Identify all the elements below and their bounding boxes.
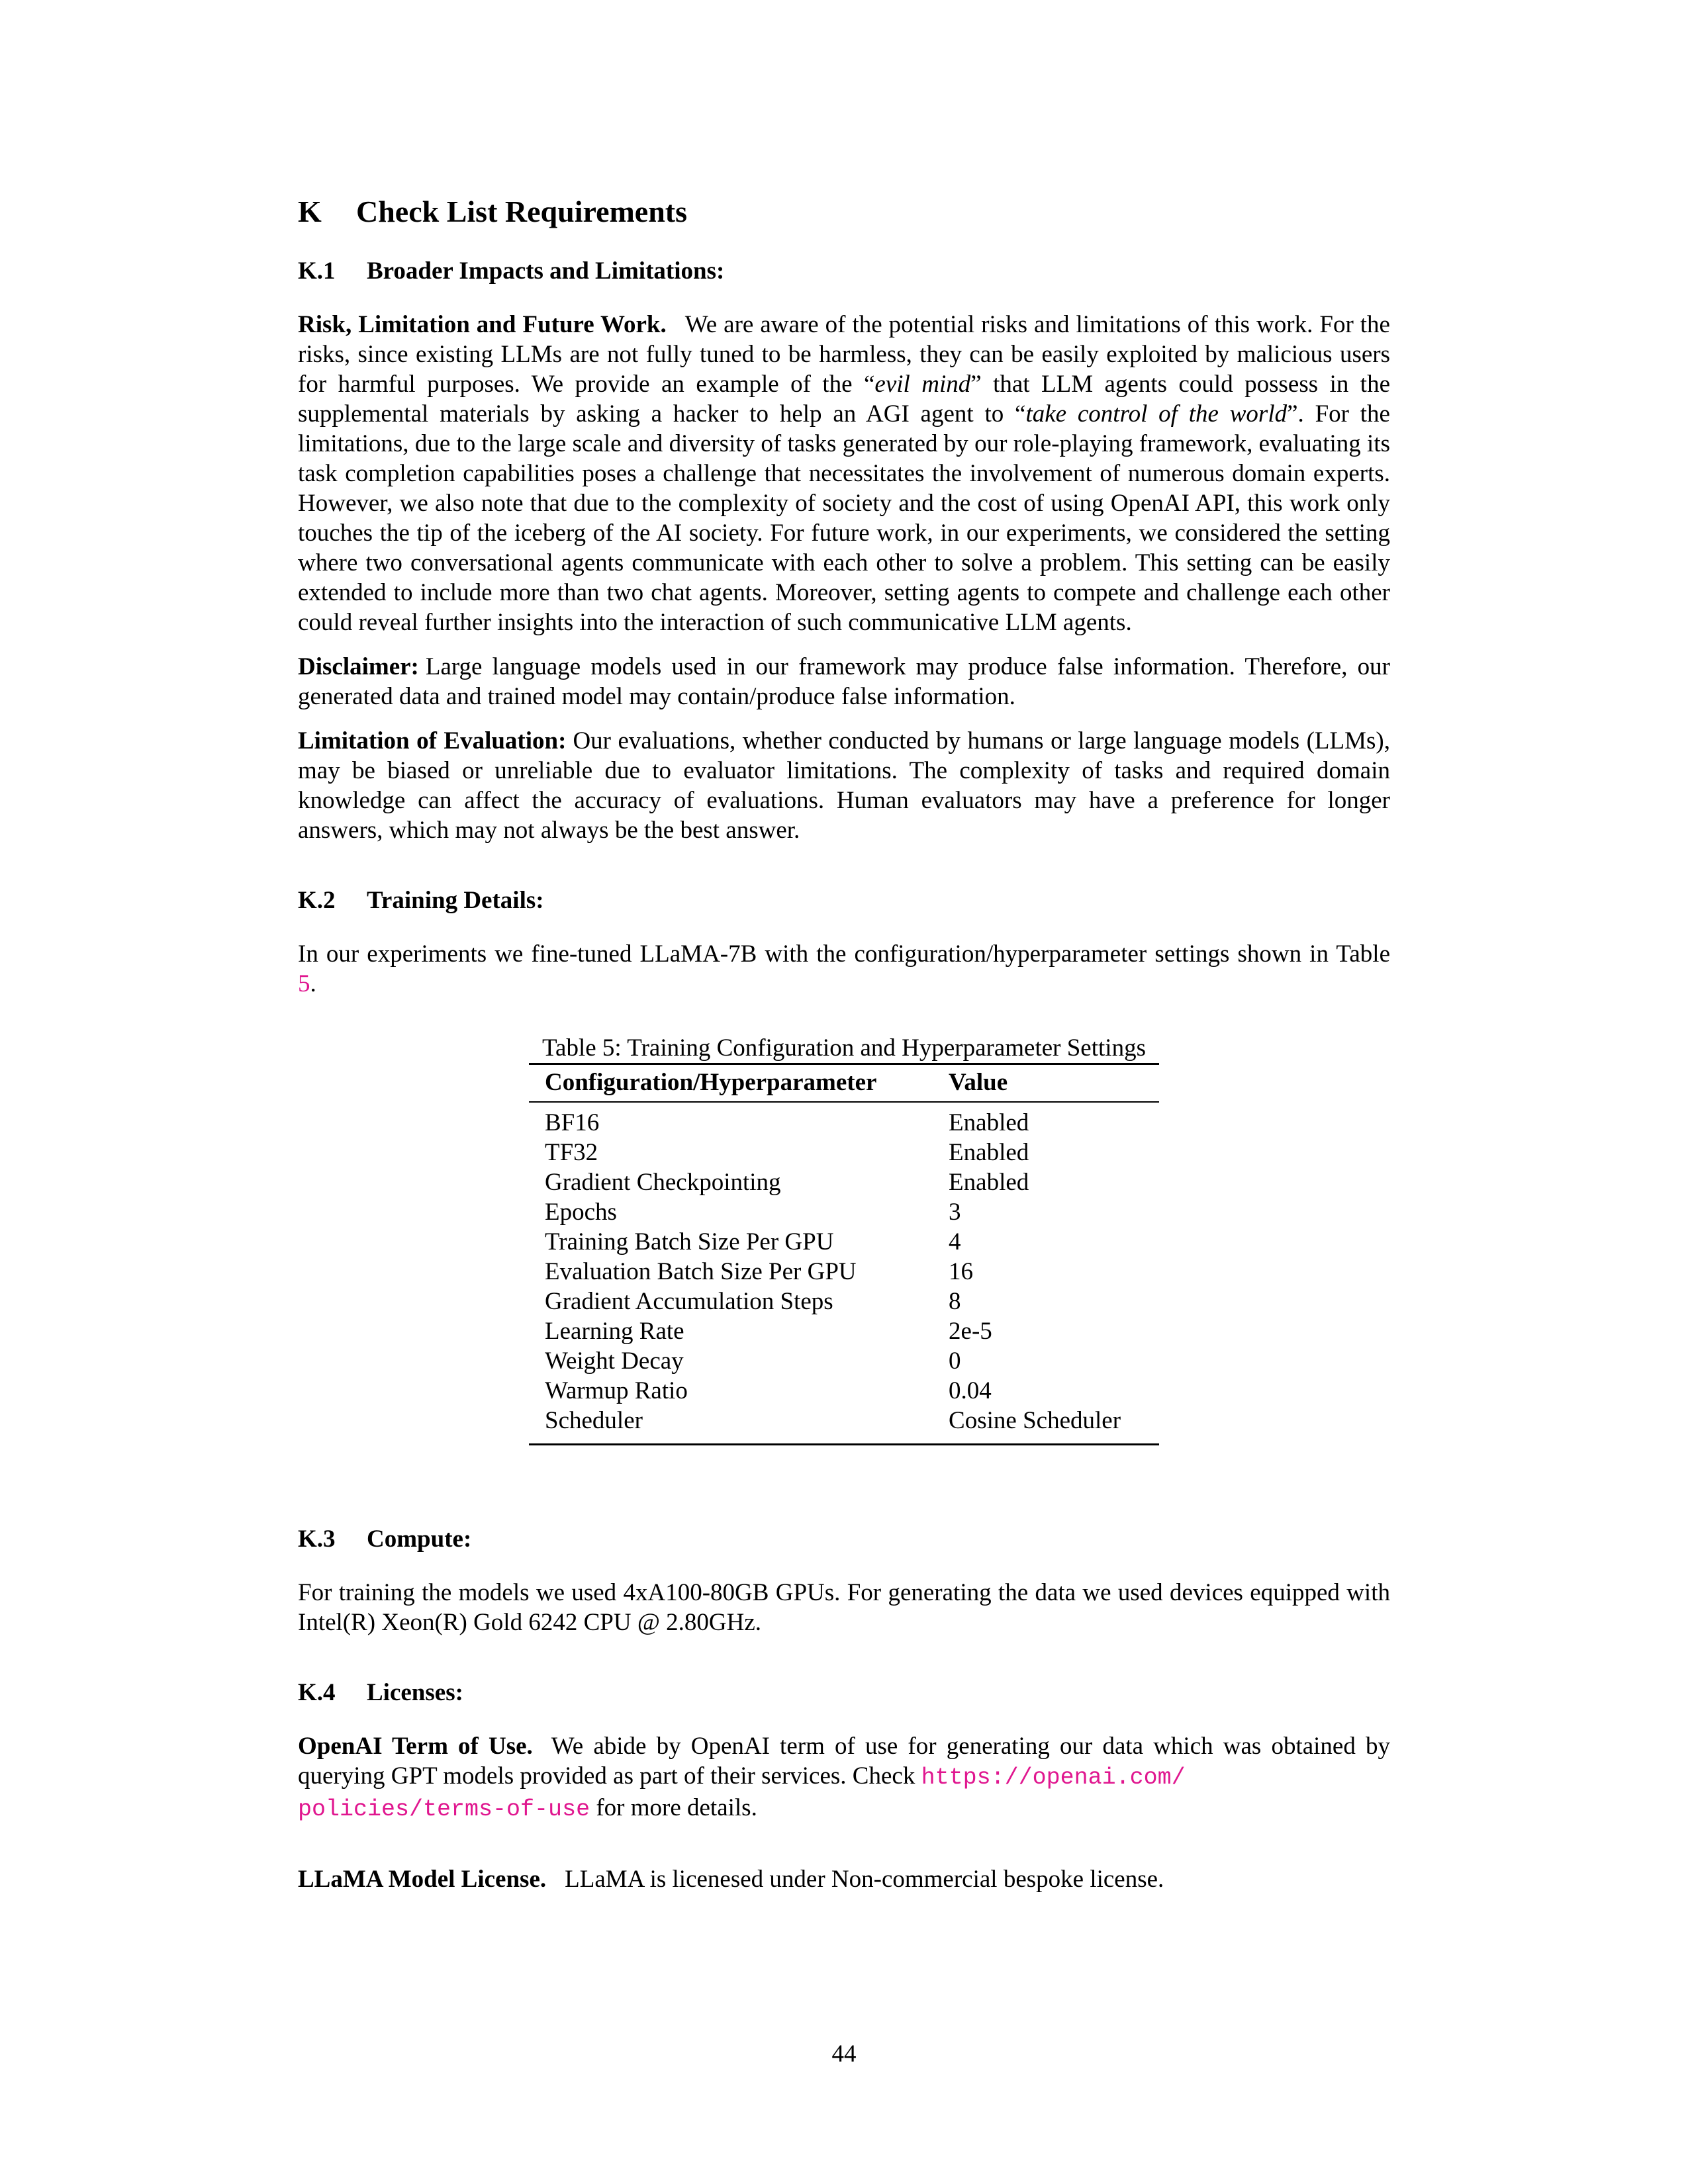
table-caption: Table 5: Training Configuration and Hyperparameter Settings <box>542 1034 1146 1062</box>
llama-license-text: LLaMA is licenesed under Non-commercial bespoke license. <box>565 1866 1164 1893</box>
disclaimer-paragraph <box>298 652 1390 711</box>
table-row <box>529 1316 1159 1346</box>
terms-url-link-part1[interactable]: https://openai.com/ <box>921 1764 1186 1791</box>
subsection-k3-heading <box>298 1524 1390 1555</box>
llama-license-paragraph <box>298 1864 1390 1894</box>
table-header-config: Configuration/Hyperparameter <box>529 1064 933 1103</box>
table-row <box>529 1197 1159 1227</box>
risk-italic-2: take control of the world <box>1025 400 1288 428</box>
llama-license-lead: LLaMA Model License. <box>298 1866 547 1893</box>
section-heading <box>298 192 1390 232</box>
subsection-k2-heading <box>298 885 1390 917</box>
subsection-k3-number: K.3 <box>298 1525 336 1553</box>
page-number: 44 <box>831 2040 857 2068</box>
table-cell-key: Gradient Accumulation Steps <box>545 1288 833 1315</box>
table-cell-value: 16 <box>949 1258 974 1285</box>
table-row <box>529 1102 1159 1138</box>
subsection-k4-title: Licenses: <box>367 1679 463 1706</box>
table-cell-key: BF16 <box>545 1109 600 1136</box>
section-title: Check List Requirements <box>356 195 688 228</box>
table-reference-link[interactable]: 5 <box>298 970 310 997</box>
table-row <box>529 1376 1159 1406</box>
table-header-value: Value <box>933 1064 1159 1103</box>
table-row <box>529 1138 1159 1167</box>
risk-lead: Risk, Limitation and Future Work. <box>298 311 667 338</box>
table-cell-key: Gradient Checkpointing <box>545 1169 781 1196</box>
table-header-row <box>529 1064 1159 1103</box>
table-cell-key: TF32 <box>545 1139 598 1166</box>
table-cell-value: 2e-5 <box>949 1318 992 1345</box>
section-number: K <box>298 195 322 228</box>
table-cell-value: Enabled <box>949 1109 1029 1136</box>
table-cell-value: Enabled <box>949 1139 1029 1166</box>
compute-paragraph: For training the models we used 4xA100-80GB GPUs. For generating the data we used devices equipped with Intel(R) Xeon(R) Gold 6242 CPU @ 2.80GHz. <box>298 1579 1390 1636</box>
openai-terms-paragraph <box>298 1731 1390 1825</box>
table-row <box>529 1346 1159 1376</box>
subsection-k1-number: K.1 <box>298 257 336 285</box>
table-row <box>529 1227 1159 1257</box>
table-cell-value: 4 <box>949 1228 961 1255</box>
table-cell-key: Training Batch Size Per GPU <box>545 1228 834 1255</box>
openai-terms-text: We abide by OpenAI term of use for generating our data which was obtained by querying GPT models provided as part of their services. Check <box>298 1733 1390 1790</box>
subsection-k4-number: K.4 <box>298 1679 336 1706</box>
table-cell-key: Weight Decay <box>545 1347 684 1375</box>
risk-paragraph <box>298 310 1390 637</box>
table-cell-value: Enabled <box>949 1169 1029 1196</box>
subsection-k1-title: Broader Impacts and Limitations: <box>367 257 725 285</box>
risk-text-2: ” that LLM agents could possess in the supplemental materials by asking a hacker to help an AGI agent to “ <box>298 371 1390 428</box>
table-row <box>529 1287 1159 1316</box>
risk-italic-1: evil mind <box>874 371 971 398</box>
paper-page <box>298 192 1390 1894</box>
risk-text-1: We are aware of the potential risks and limitations of this work. For the risks, since existing LLMs are not fully tuned to be harmless, they can be easily exploited by malicious users for harmful purposes. We provide an example of the “ <box>298 311 1390 398</box>
openai-terms-lead: OpenAI Term of Use. <box>298 1733 533 1760</box>
disclaimer-lead: Disclaimer: <box>298 653 419 680</box>
subsection-k2-number: K.2 <box>298 887 336 914</box>
evaluation-lead: Limitation of Evaluation: <box>298 727 567 754</box>
subsection-k1-heading <box>298 255 1390 287</box>
evaluation-paragraph <box>298 726 1390 845</box>
table-row <box>529 1257 1159 1287</box>
training-text: In our experiments we fine-tuned LLaMA-7B with the configuration/hyperparameter settings shown in Table <box>298 940 1390 968</box>
table-row <box>529 1406 1159 1445</box>
evaluation-text: Our evaluations, whether conducted by humans or large language models (LLMs), may be biased or unreliable due to evaluator limitations. The complexity of tasks and required domain knowledge can affect the accuracy of evaluations. Human evaluators may have a preference for longer answers, which may not always be the best answer. <box>298 727 1391 844</box>
training-paragraph <box>298 939 1390 999</box>
table-cell-value: 0 <box>949 1347 961 1375</box>
training-text-end: . <box>310 970 316 997</box>
subsection-k4-heading <box>298 1677 1390 1709</box>
subsection-k2-title: Training Details: <box>367 887 544 914</box>
subsection-k3-title: Compute: <box>367 1525 472 1553</box>
table-5-container <box>298 1033 1390 1445</box>
table-cell-key: Warmup Ratio <box>545 1377 688 1404</box>
table-cell-value: Cosine Scheduler <box>933 1406 1159 1445</box>
table-cell-value: 8 <box>949 1288 961 1315</box>
terms-url-link-part2[interactable]: policies/terms-of-use <box>298 1796 590 1823</box>
table-cell-value: 0.04 <box>949 1377 992 1404</box>
openai-terms-text-end: for more details. <box>590 1794 757 1821</box>
hyperparameter-table <box>529 1063 1159 1445</box>
table-cell-key: Scheduler <box>529 1406 933 1445</box>
disclaimer-text: Large language models used in our framework may produce false information. Therefore, our generated data and trained model may contain/produce false information. <box>298 653 1390 710</box>
table-cell-key: Evaluation Batch Size Per GPU <box>545 1258 857 1285</box>
table-cell-key: Epochs <box>545 1199 617 1226</box>
risk-text-3: ”. For the limitations, due to the large scale and diversity of tasks generated by our role-playing framework, evaluating its task completion capabilities poses a challenge that necessitates the involvement of numerous domain experts. However, we also note that due to the complexity of society and the cost of using OpenAI API, this work only touches the tip of the iceberg of the AI society. For future work, in our experiments, we considered the setting where two conversational agents communicate with each other to solve a problem. This setting can be easily extended to include more than two chat agents. Moreover, setting agents to compete and challenge each other could reveal further insights into the interaction of such communicative LLM agents. <box>298 400 1390 636</box>
table-cell-key: Learning Rate <box>545 1318 684 1345</box>
table-cell-value: 3 <box>949 1199 961 1226</box>
table-row <box>529 1167 1159 1197</box>
